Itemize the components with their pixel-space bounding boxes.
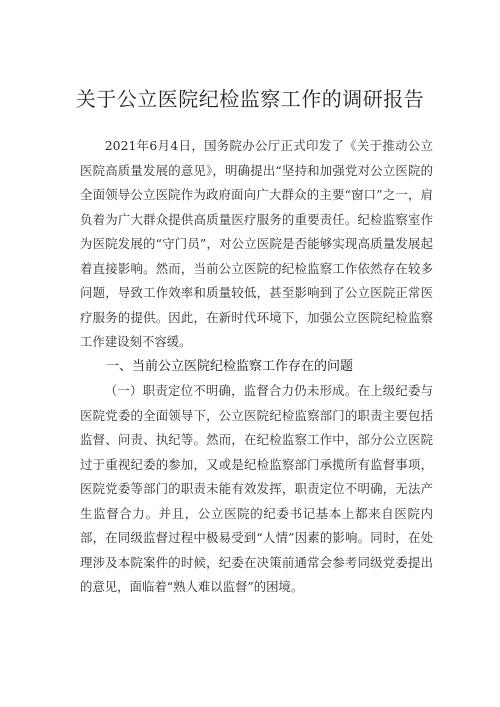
document-body xyxy=(80,134,433,600)
document-title: 关于公立医院纪检监察工作的调研报告 xyxy=(75,87,425,111)
section-paragraph: （一）职责定位不明确，监督合力仍未形成。在上级纪委与医院党委的全面领导下，公立医院纪检监察部门的职责主要包括监督、问责、执纪等。然而，在纪检监察工作中，部分公立医院过于重视纪委的参加，又或是纪检监察部门承揽所有监督事项，医院党委等部门的职责未能有效发挥，职责定位不明确，无法产生监督合力。并且，公立医院的纪委书记基本上都来自医院内部，在同级监督过程中极易受到“人情”因素的影响。同时，在处理涉及本院案件的时候，纪委在决策前通常会参考同级党委提出的意见，面临着“熟人难以监督”的困境。 xyxy=(80,383,433,594)
section-heading: 一、当前公立医院纪检监察工作存在的问题 xyxy=(106,358,354,374)
intro-paragraph: 2021年6月4日，国务院办公厅正式印发了《关于推动公立医院高质量发展的意见》，明确提出“坚持和加强党对公立医院的全面领导公立医院作为政府面向广大群众的主要“窗口”之一，肩负着为广大群众提供高质量医疗服务的重要责任。纪检监察室作为医院发展的“守门员”，对公立医院是否能够实现高质量发展起着直接影响。然而，当前公立医院的纪检监察工作依然存在较多问题，导致工作效率和质量较低，甚至影响到了公立医院正常医疗服务的提供。因此，在新时代环境下，加强公立医院纪检监察工作建设刻不容缓。 xyxy=(80,138,433,349)
